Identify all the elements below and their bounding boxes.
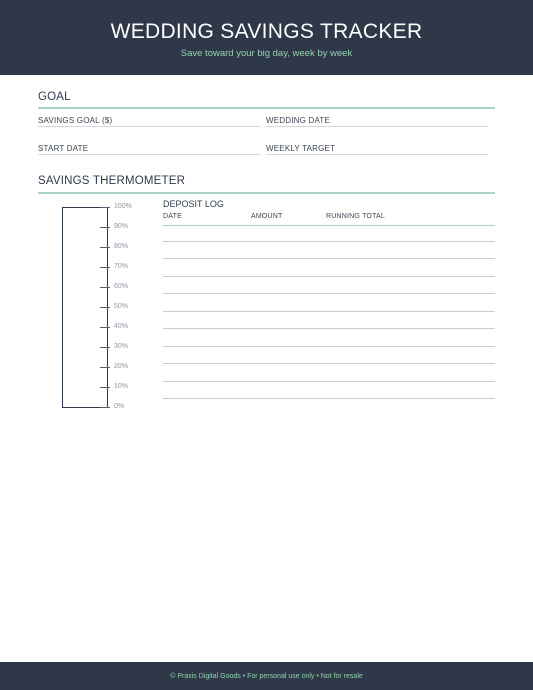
goal-rule	[38, 107, 495, 109]
deposit-row-line[interactable]	[163, 293, 495, 294]
deposit-row-line[interactable]	[163, 398, 495, 399]
wedding-date-field[interactable]	[266, 112, 488, 127]
weekly-target-label: WEEKLY TARGET	[266, 144, 336, 153]
tick-mark	[100, 307, 110, 308]
weekly-target-field[interactable]	[266, 140, 488, 155]
tick-label: 20%	[114, 363, 129, 370]
tick-label: 0%	[114, 403, 125, 410]
tick-mark	[100, 247, 110, 248]
thermometer-heading: SAVINGS THERMOMETER	[38, 175, 186, 187]
tick-mark	[100, 387, 110, 388]
tick-mark	[100, 267, 110, 268]
column-header-running-total: RUNNING TOTAL	[326, 213, 385, 220]
page-title: WEDDING SAVINGS TRACKER	[110, 20, 423, 43]
tick-label: 30%	[114, 343, 129, 350]
page-header	[0, 0, 533, 75]
tick-mark	[100, 347, 110, 348]
savings-goal-field[interactable]	[38, 112, 260, 127]
deposit-log-title: DEPOSIT LOG	[163, 199, 224, 209]
tick-mark	[100, 287, 110, 288]
deposit-row-line[interactable]	[163, 381, 495, 382]
deposit-row-line[interactable]	[163, 363, 495, 364]
goal-heading: GOAL	[38, 91, 71, 103]
deposit-log-header-rule	[163, 225, 495, 226]
deposit-row-line[interactable]	[163, 241, 495, 242]
deposit-row-line[interactable]	[163, 258, 495, 259]
start-date-field[interactable]	[38, 140, 260, 155]
column-header-date: DATE	[163, 213, 182, 220]
deposit-row-line[interactable]	[163, 346, 495, 347]
tick-mark	[100, 227, 110, 228]
page-subtitle: Save toward your big day, week by week	[180, 48, 353, 59]
tick-mark	[100, 407, 110, 408]
tick-mark	[100, 327, 110, 328]
tick-label: 40%	[114, 323, 129, 330]
tick-mark	[100, 367, 110, 368]
footer-text: © Praxis Digital Goods • For personal use only • Not for resale	[170, 673, 363, 680]
tick-label: 60%	[114, 283, 129, 290]
thermometer-rule	[38, 192, 495, 194]
tick-label: 10%	[114, 383, 129, 390]
start-date-label: START DATE	[38, 144, 89, 153]
tick-label: 100%	[114, 203, 132, 210]
tick-label: 90%	[114, 223, 129, 230]
column-header-amount: AMOUNT	[251, 213, 283, 220]
wedding-date-label: WEDDING DATE	[266, 116, 331, 125]
tick-label: 70%	[114, 263, 129, 270]
tick-label: 50%	[114, 303, 129, 310]
deposit-row-line[interactable]	[163, 328, 495, 329]
tick-mark	[100, 207, 110, 208]
deposit-row-line[interactable]	[163, 311, 495, 312]
savings-goal-label: SAVINGS GOAL ($)	[38, 116, 113, 125]
tick-label: 80%	[114, 243, 129, 250]
page-footer	[0, 662, 533, 690]
deposit-row-line[interactable]	[163, 276, 495, 277]
